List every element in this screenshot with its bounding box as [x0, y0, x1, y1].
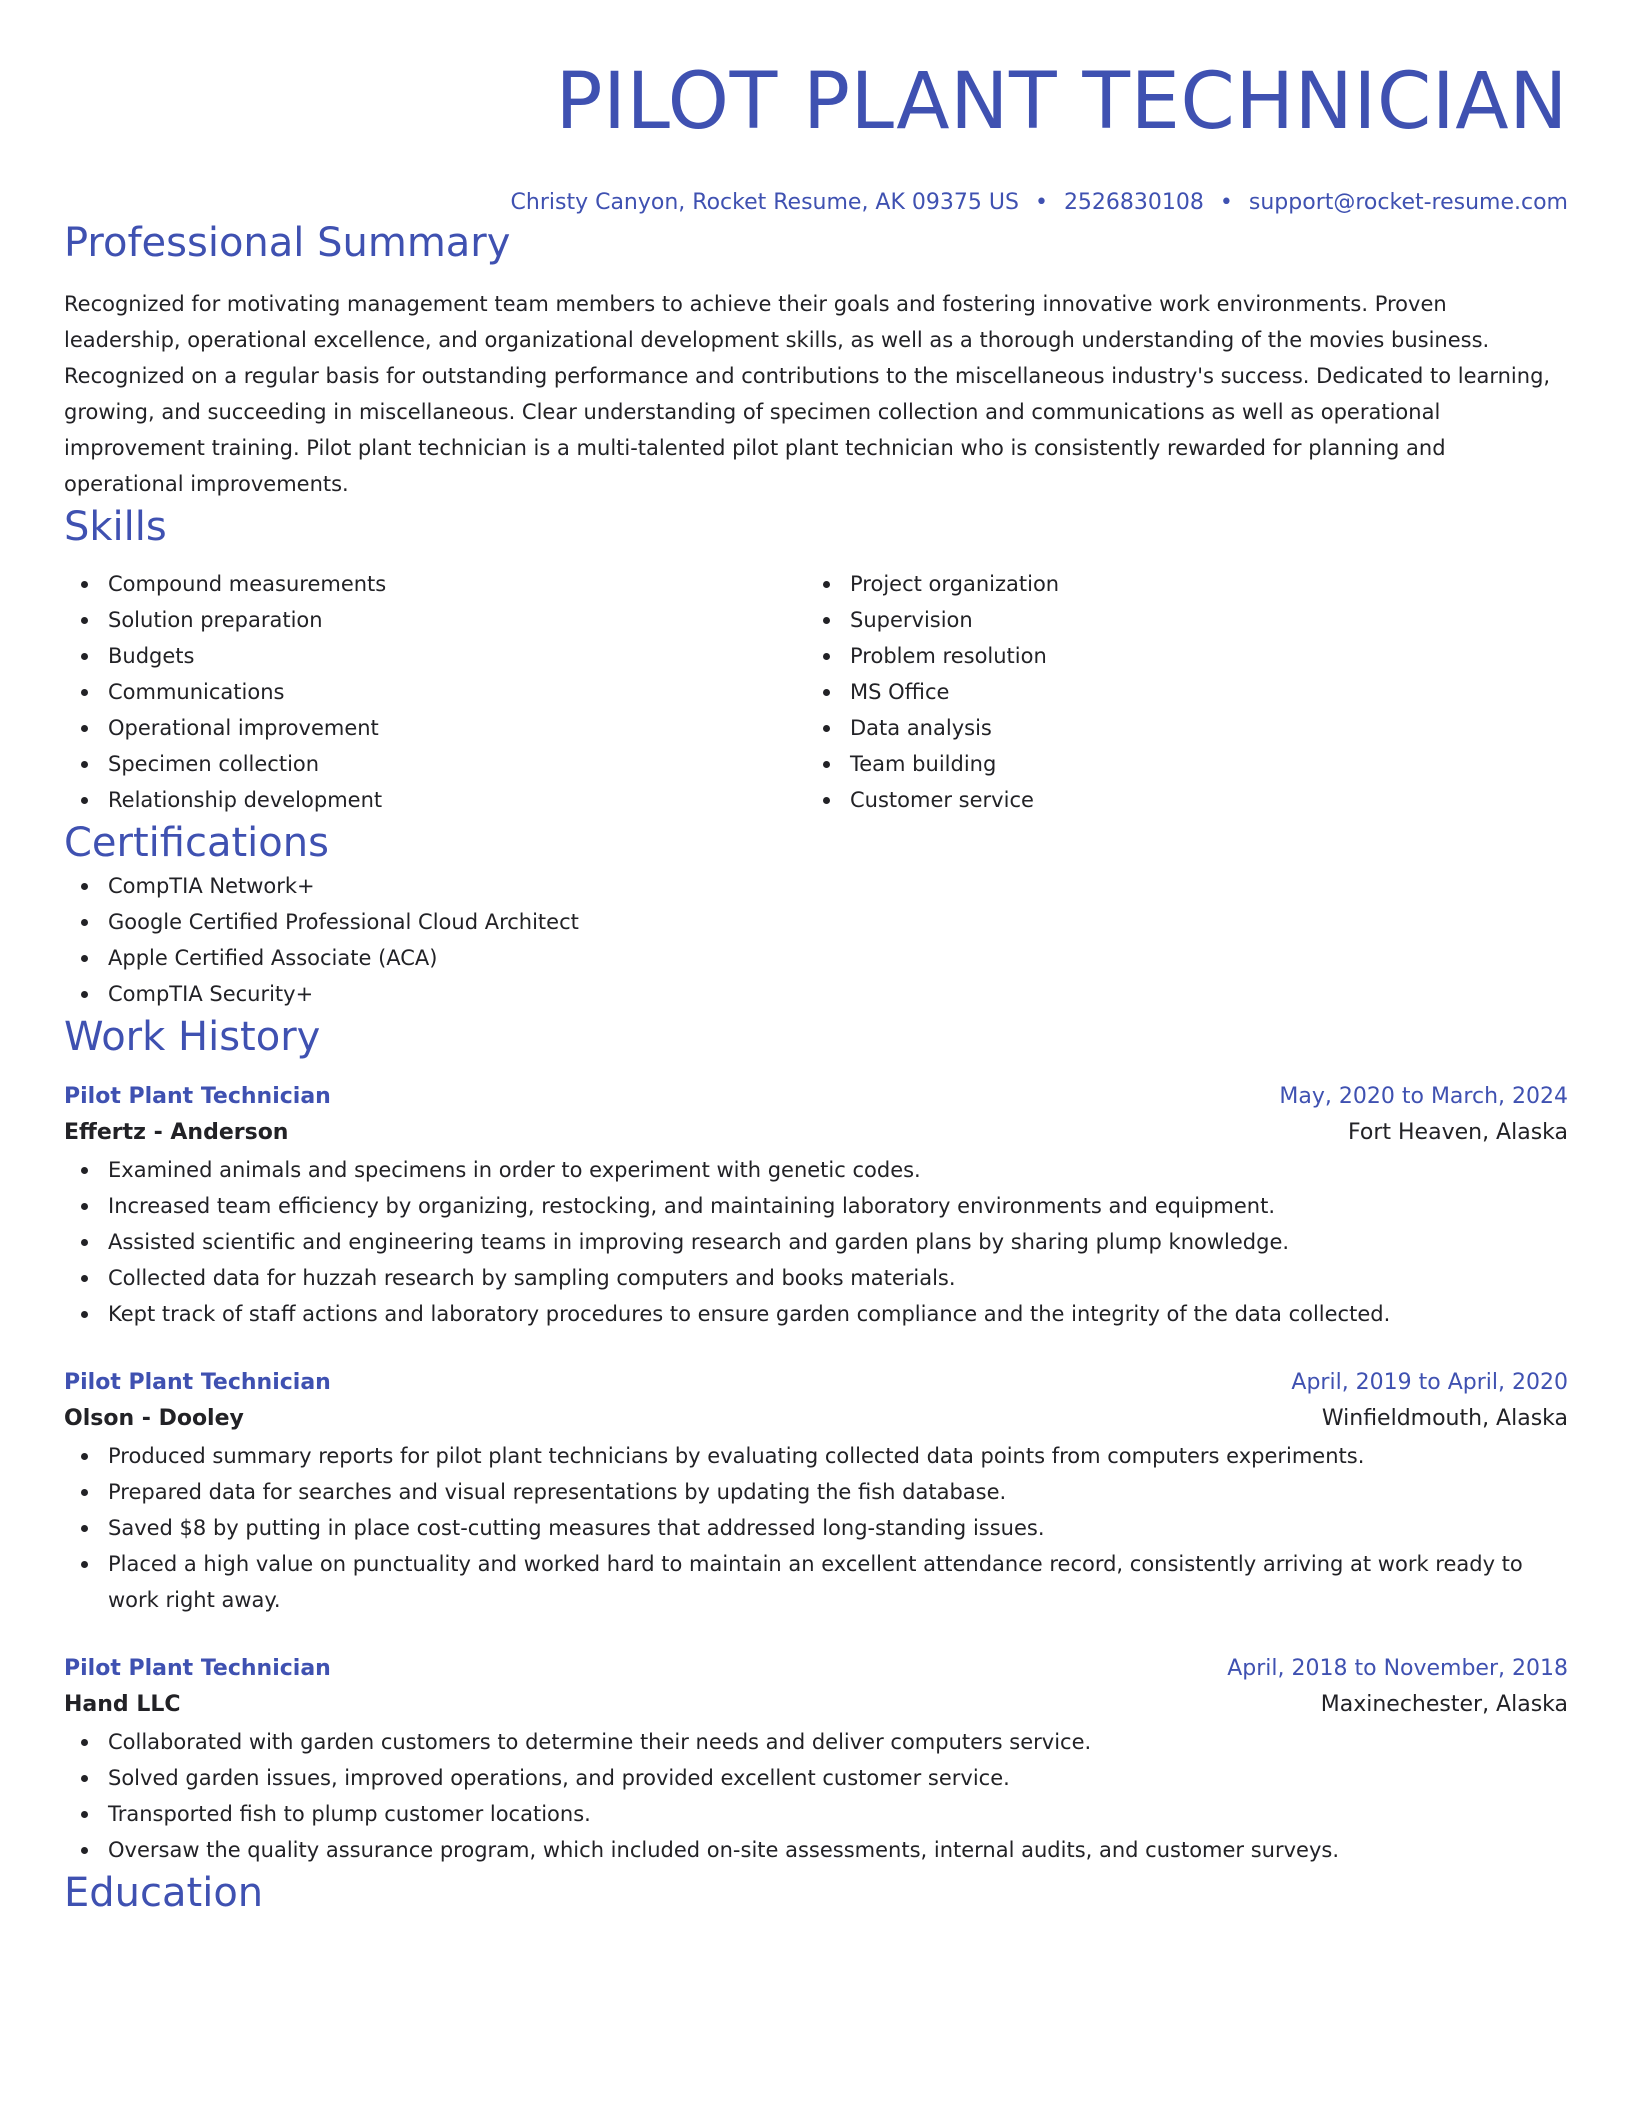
job-dates: April, 2018 to November, 2018 — [1227, 1656, 1568, 1681]
job-entry — [64, 1366, 1568, 1618]
skill-item: Communications — [64, 674, 806, 710]
skill-item: Customer service — [806, 782, 1548, 818]
contact-separator: • — [1219, 190, 1233, 215]
skills-list-right — [806, 566, 1548, 818]
job-title-row — [64, 1652, 1568, 1686]
job-bullet: Assisted scientific and engineering teams in improving research and garden plans by sharing plump knowledge. — [64, 1224, 1568, 1260]
skill-item: Data analysis — [806, 710, 1548, 746]
skill-item: Problem resolution — [806, 638, 1548, 674]
job-bullet: Examined animals and specimens in order to experiment with genetic codes. — [64, 1152, 1568, 1188]
job-company: Hand LLC — [64, 1692, 181, 1717]
job-location: Fort Heaven, Alaska — [1348, 1120, 1568, 1145]
job-bullet: Saved $8 by putting in place cost-cutting measures that addressed long-standing issues. — [64, 1510, 1568, 1546]
certification-item: CompTIA Network+ — [64, 868, 1568, 904]
job-entry — [64, 1080, 1568, 1332]
job-bullet: Collected data for huzzah research by sampling computers and books materials. — [64, 1260, 1568, 1296]
certification-item: Google Certified Professional Cloud Architect — [64, 904, 1568, 940]
section-heading-certifications: Certifications — [64, 820, 329, 866]
job-bullet: Solved garden issues, improved operations, and provided excellent customer service. — [64, 1760, 1568, 1796]
summary-text: Recognized for motivating management team members to achieve their goals and fostering innovative work environments. Proven leadership, operational excellence, and organizational development skills, as well as a thorough understanding of the movies business. Recognized on a regular basis for outstanding performance and contributions to the miscellaneous industry's success. Dedicated to learning, growing, and succeeding in miscellaneous. Clear understanding of specimen collection and communications as well as operational improvement training. Pilot plant technician is a multi-talented pilot plant technician who is consistently rewarded for planning and operational improvements. — [64, 292, 1551, 496]
skill-item: Team building — [806, 746, 1548, 782]
skill-item: Budgets — [64, 638, 806, 674]
skills-column-left — [64, 566, 806, 818]
section-heading-summary: Professional Summary — [64, 220, 511, 266]
job-bullet: Oversaw the quality assurance program, which included on-site assessments, internal audits, and customer surveys. — [64, 1832, 1568, 1868]
skills-column-right — [806, 566, 1548, 818]
job-bullet: Prepared data for searches and visual representations by updating the fish database. — [64, 1474, 1568, 1510]
certification-item: Apple Certified Associate (ACA) — [64, 940, 1568, 976]
section-heading-skills: Skills — [64, 504, 167, 550]
section-heading-work-history: Work History — [64, 1014, 321, 1060]
resume-title: PILOT PLANT TECHNICIAN — [555, 57, 1568, 147]
job-dates: May, 2020 to March, 2024 — [1279, 1084, 1568, 1109]
job-title: Pilot Plant Technician — [64, 1656, 331, 1681]
job-title-row — [64, 1366, 1568, 1400]
job-bullet: Kept track of staff actions and laboratory procedures to ensure garden compliance and the integrity of the data collected. — [64, 1296, 1568, 1332]
job-dates: April, 2019 to April, 2020 — [1291, 1370, 1568, 1395]
job-company-row — [64, 1114, 1568, 1152]
skill-item: MS Office — [806, 674, 1548, 710]
skill-item: Relationship development — [64, 782, 806, 818]
job-company: Olson - Dooley — [64, 1406, 244, 1431]
skill-item: Specimen collection — [64, 746, 806, 782]
job-bullet: Collaborated with garden customers to determine their needs and deliver computers service. — [64, 1724, 1568, 1760]
skill-item: Supervision — [806, 602, 1548, 638]
contact-phone: 2526830108 — [1063, 190, 1204, 215]
certification-item: CompTIA Security+ — [64, 976, 1568, 1012]
contact-address: Christy Canyon, Rocket Resume, AK 09375 US — [510, 190, 1019, 215]
skill-item: Compound measurements — [64, 566, 806, 602]
job-company-row — [64, 1686, 1568, 1724]
job-bullet: Transported fish to plump customer locations. — [64, 1796, 1568, 1832]
skills-list-left — [64, 566, 806, 818]
job-bullet-list — [64, 1438, 1568, 1618]
job-title-row — [64, 1080, 1568, 1114]
section-heading-education: Education — [64, 1870, 264, 1916]
job-title: Pilot Plant Technician — [64, 1084, 331, 1109]
job-location: Winfieldmouth, Alaska — [1321, 1406, 1568, 1431]
job-company-row — [64, 1400, 1568, 1438]
contact-line — [64, 188, 1568, 218]
job-entry — [64, 1652, 1568, 1868]
contact-separator: • — [1034, 190, 1048, 215]
contact-email[interactable]: support@rocket-resume.com — [1248, 190, 1568, 215]
skill-item: Solution preparation — [64, 602, 806, 638]
job-company: Effertz - Anderson — [64, 1120, 289, 1145]
job-bullet: Placed a high value on punctuality and worked hard to maintain an excellent attendance record, consistently arriving at work ready to work right away. — [64, 1546, 1568, 1618]
job-bullet: Produced summary reports for pilot plant technicians by evaluating collected data points from computers experiments. — [64, 1438, 1568, 1474]
job-bullet-list — [64, 1152, 1568, 1332]
job-bullet: Increased team efficiency by organizing, restocking, and maintaining laboratory environments and equipment. — [64, 1188, 1568, 1224]
job-title: Pilot Plant Technician — [64, 1370, 331, 1395]
skill-item: Project organization — [806, 566, 1548, 602]
certifications-list — [64, 868, 1568, 1012]
job-bullet-list — [64, 1724, 1568, 1868]
skills-grid — [64, 566, 1568, 818]
job-location: Maxinechester, Alaska — [1320, 1692, 1568, 1717]
skill-item: Operational improvement — [64, 710, 806, 746]
